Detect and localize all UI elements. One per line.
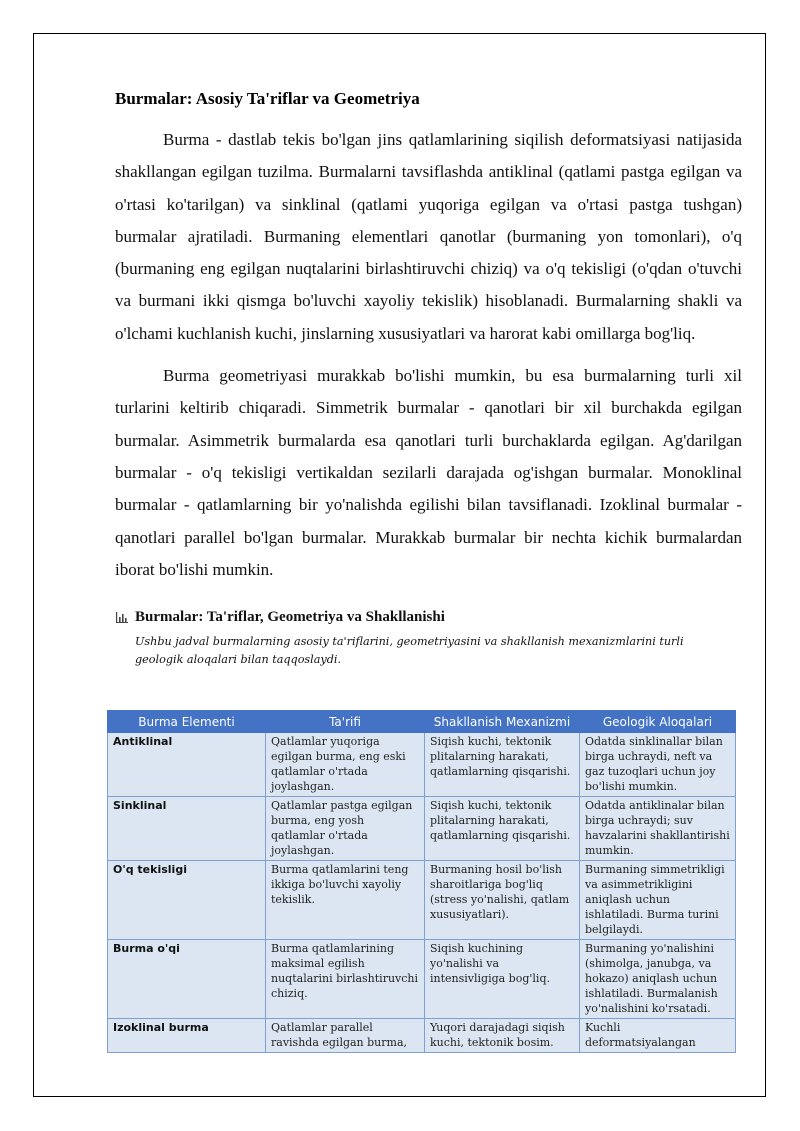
- table-cell: Burma qatlamlarining maksimal egilish nuqtalarini birlashtiruvchi chiziq.: [266, 940, 425, 1019]
- row-label: Izoklinal burma: [108, 1019, 266, 1053]
- folds-table: [107, 710, 736, 1053]
- table-cell: Odatda antiklinalar bilan birga uchraydi; suv havzalarini shakllantirishi mumkin.: [580, 797, 736, 861]
- table-cell: Burma qatlamlarini teng ikkiga bo'luvchi xayoliy tekislik.: [266, 861, 425, 940]
- table-header-row: [108, 711, 736, 733]
- table-cell: Yuqori darajadagi siqish kuchi, tektonik bosim.: [425, 1019, 580, 1053]
- table-cell: Burmaning simmetrikligi va asimmetrikligini aniqlash uchun ishlatiladi. Burma turini belgilaydi.: [580, 861, 736, 940]
- table-cell: Odatda sinklinallar bilan birga uchraydi, neft va gaz tuzoqlari uchun joy bo'lishi mumkin.: [580, 733, 736, 797]
- table-row: [108, 940, 736, 1019]
- table-cell: Kuchli deformatsiyalangan: [580, 1019, 736, 1053]
- table-caption: Ushbu jadval burmalarning asosiy ta'riflarini, geometriyasini va shakllanish mexanizmlarini turli geologik aloqalari bilan taqqoslaydi.: [135, 635, 684, 667]
- document-heading: Burmalar: Asosiy Ta'riflar va Geometriya: [115, 89, 420, 108]
- table-cell: Siqish kuchi, tektonik plitalarning harakati, qatlamlarning qisqarishi.: [425, 733, 580, 797]
- column-header: Geologik Aloqalari: [580, 711, 736, 733]
- paragraph-1: Burma - dastlab tekis bo'lgan jins qatlamlarining siqilish deformatsiyasi natijasida shakllangan egilgan tuzilma. Burmalarni tavsiflashda antiklinal (qatlami pastga egilgan va o'rtasi ko'tarilgan) va sinklinal (qatlami yuqoriga egilgan va o'rtasi pastga tushgan) burmalar ajratiladi. Burmaning elementlari qanotlar (burmaning yon tomonlari), o'q (burmaning eng egilgan nuqtalarini birlashtiruvchi chiziq) va o'q tekisligi (o'qdan o'tuvchi va burmani ikki qismga bo'luvchi xayoliy tekislik) hisoblanadi. Burmalarning shakli va o'lchami kuchlanish kuchi, jinslarning xususiyatlari va harorat kabi omillarga bog'liq.: [115, 130, 742, 343]
- row-label: Antiklinal: [108, 733, 266, 797]
- table-cell: Qatlamlar pastga egilgan burma, eng yosh qatlamlar o'rtada joylashgan.: [266, 797, 425, 861]
- table-title-row: [115, 606, 742, 628]
- table-row: [108, 1019, 736, 1053]
- document-body: [113, 86, 742, 1049]
- row-label: Sinklinal: [108, 797, 266, 861]
- column-header: Ta'rifi: [266, 711, 425, 733]
- table-cell: Burmaning yo'nalishini (shimolga, janubga, va hokazo) aniqlash uchun ishlatiladi. Burmalanish yo'nalishini ko'rsatadi.: [580, 940, 736, 1019]
- table-row: [108, 797, 736, 861]
- paragraph-2: Burma geometriyasi murakkab bo'lishi mumkin, bu esa burmalarning turli xil turlarini keltirib chiqaradi. Simmetrik burmalar - qanotlari bir xil burchakda egilgan burmalar. Asimmetrik burmalarda esa qanotlari turli burchaklarda egilgan. Ag'darilgan burmalar - o'q tekisligi vertikaldan sezilarli darajada og'ishgan burmalar. Monoklinal burmalar - qatlamlarning bir yo'nalishda egilishi bilan tavsiflanadi. Izoklinal burmalar - qanotlari parallel bo'lgan burmalar. Murakkab burmalar bir nechta kichik burmalardan iborat bo'lishi mumkin.: [115, 366, 742, 579]
- table-cell: Burmaning hosil bo'lish sharoitlariga bog'liq (stress yo'nalishi, qatlam xususiyatlari).: [425, 861, 580, 940]
- row-label: O'q tekisligi: [108, 861, 266, 940]
- table-row: [108, 733, 736, 797]
- bar-chart-icon: [115, 610, 129, 624]
- table-cell: Qatlamlar parallel ravishda egilgan burma,: [266, 1019, 425, 1053]
- column-header: Shakllanish Mexanizmi: [425, 711, 580, 733]
- table-row: [108, 861, 736, 940]
- table-title: Burmalar: Ta'riflar, Geometriya va Shakllanishi: [135, 608, 445, 625]
- table-cell: Siqish kuchining yo'nalishi va intensivligiga bog'liq.: [425, 940, 580, 1019]
- column-header: Burma Elementi: [108, 711, 266, 733]
- table-cell: Siqish kuchi, tektonik plitalarning harakati, qatlamlarning qisqarishi.: [425, 797, 580, 861]
- row-label: Burma o'qi: [108, 940, 266, 1019]
- table-cell: Qatlamlar yuqoriga egilgan burma, eng eski qatlamlar o'rtada joylashgan.: [266, 733, 425, 797]
